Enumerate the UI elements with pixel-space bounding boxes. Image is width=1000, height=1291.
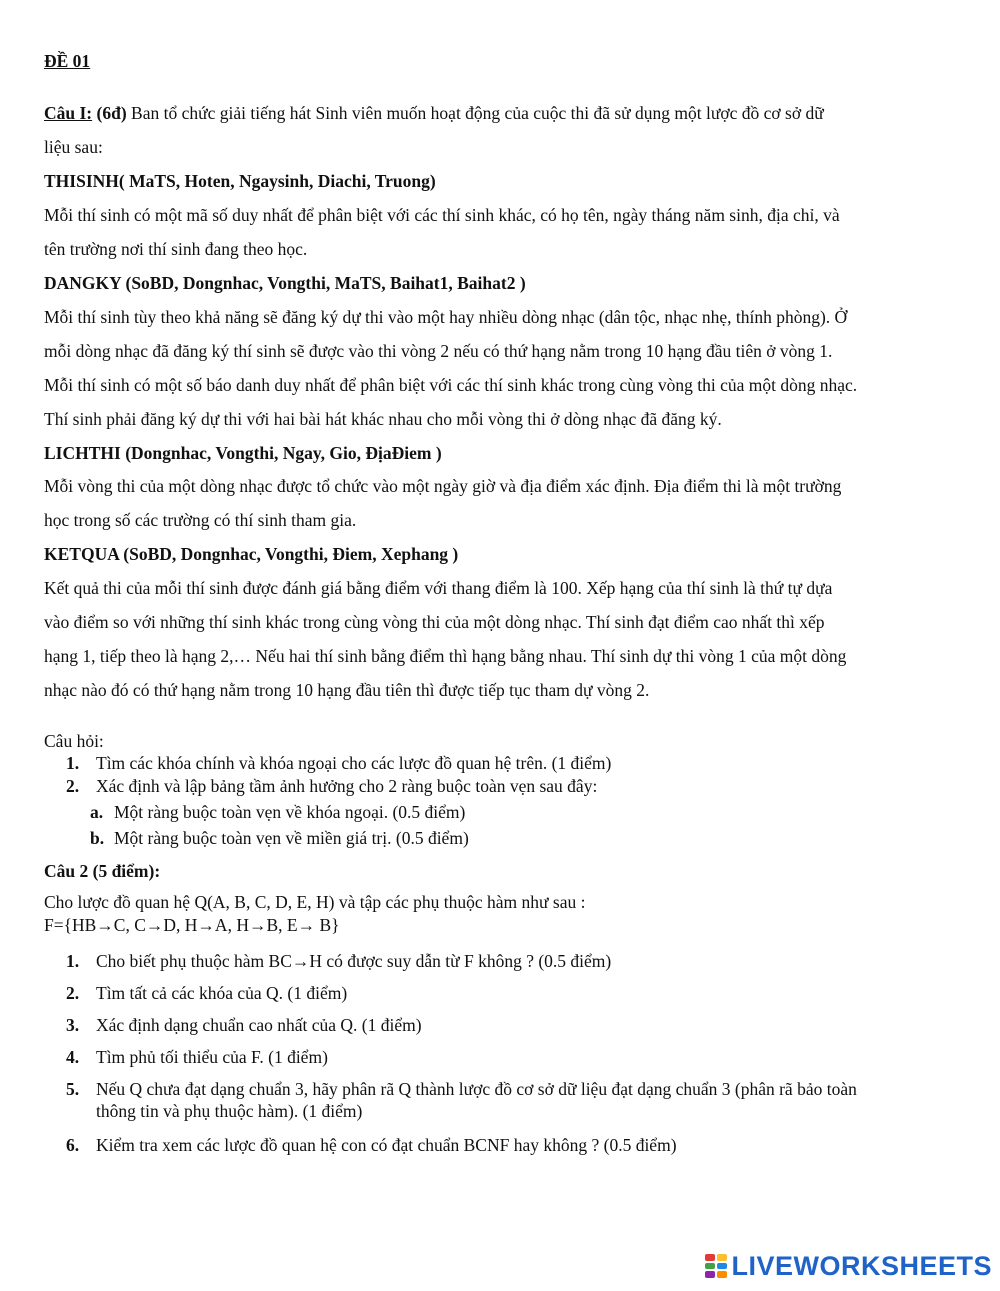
schema-dangky-desc-3: Mỗi thí sinh có một số báo danh duy nhất để phân biệt với các thí sinh khác trong cùng vòng thi của một dòng nhạc. (44, 375, 858, 395)
q1-points: (6đ) (96, 103, 127, 123)
q1-subquestion-text: Một ràng buộc toàn vẹn về khóa ngoại. (0.5 điểm) (114, 802, 466, 822)
schema-ketqua: KETQUA (SoBD, Dongnhac, Vongthi, Điem, Xephang ) (44, 544, 459, 564)
q2-question-number: 6. (66, 1135, 80, 1155)
questions-label: Câu hỏi: (44, 731, 104, 751)
q1-question-number: 2. (66, 776, 80, 796)
q1-intro-text: Ban tổ chức giải tiếng hát Sinh viên muốn hoạt động của cuộc thi đã sử dụng một lược đồ cơ sở dữ (131, 103, 824, 123)
liveworksheets-logo-icon (705, 1254, 727, 1278)
q1-question-text: Tìm các khóa chính và khóa ngoại cho các lược đồ quan hệ trên. (1 điểm) (96, 753, 612, 773)
schema-thisinh-desc-1: Mỗi thí sinh có một mã số duy nhất để phân biệt với các thí sinh khác, có họ tên, ngày tháng năm sinh, địa chỉ, và (44, 205, 840, 225)
schema-lichthi-desc-1: Mỗi vòng thi của một dòng nhạc được tổ chức vào một ngày giờ và địa điểm xác định. Địa điểm thi là một trường (44, 476, 842, 496)
q2-label: Câu 2 (5 điểm): (44, 861, 161, 881)
exam-title: ĐỀ 01 (44, 51, 91, 71)
liveworksheets-watermark[interactable] (705, 1251, 992, 1281)
q2-intro: Cho lược đồ quan hệ Q(A, B, C, D, E, H) và tập các phụ thuộc hàm như sau : (44, 892, 586, 912)
q2-question-number: 2. (66, 983, 80, 1003)
q1-label: Câu I: (44, 103, 93, 123)
q2-question-number: 4. (66, 1047, 80, 1067)
schema-ketqua-desc-4: nhạc nào đó có thứ hạng nằm trong 10 hạng đầu tiên thì được tiếp tục tham dự vòng 2. (44, 680, 650, 700)
q2-question-text: Tìm tất cả các khóa của Q. (1 điểm) (96, 983, 348, 1003)
schema-dangky-desc-2: mỗi dòng nhạc đã đăng ký thí sinh sẽ được vào thi vòng 2 nếu có thứ hạng nằm trong 10 hạng đầu tiên ở vòng 1. (44, 341, 833, 361)
q2-fd-set: F={HB→C, C→D, H→A, H→B, E→ B} (44, 915, 340, 935)
q2-question-text: Tìm phủ tối thiểu của F. (1 điểm) (96, 1047, 328, 1067)
q2-question-text: Kiểm tra xem các lược đồ quan hệ con có đạt chuẩn BCNF hay không ? (0.5 điểm) (96, 1135, 677, 1155)
q1-subquestion-letter: b. (90, 828, 105, 848)
q2-question-number: 3. (66, 1015, 80, 1035)
schema-thisinh: THISINH( MaTS, Hoten, Ngaysinh, Diachi, Truong) (44, 171, 436, 191)
schema-dangky: DANGKY (SoBD, Dongnhac, Vongthi, MaTS, Baihat1, Baihat2 ) (44, 273, 526, 293)
schema-thisinh-desc-2: tên trường nơi thí sinh đang theo học. (44, 239, 308, 259)
q1-intro-line-1 (44, 96, 959, 130)
q1-subquestion-text: Một ràng buộc toàn vẹn về miền giá trị. (0.5 điểm) (114, 828, 469, 848)
schema-dangky-desc-1: Mỗi thí sinh tùy theo khả năng sẽ đăng ký dự thi vào một hay nhiều dòng nhạc (dân tộc, nhạc nhẹ, thính phòng). Ở (44, 307, 848, 327)
liveworksheets-logo-text: LIVEWORKSHEETS (731, 1250, 992, 1281)
q2-question-text: Cho biết phụ thuộc hàm BC→H có được suy dẫn từ F không ? (0.5 điểm) (96, 951, 612, 971)
schema-lichthi: LICHTHI (Dongnhac, Vongthi, Ngay, Gio, ĐịaĐiem ) (44, 443, 442, 463)
q2-question-text-continued: thông tin và phụ thuộc hàm). (1 điểm) (96, 1101, 363, 1121)
schema-dangky-desc-4: Thí sinh phải đăng ký dự thi với hai bài hát khác nhau cho mỗi vòng thi ở dòng nhạc đã đăng ký. (44, 409, 722, 429)
q1-subquestion-letter: a. (90, 802, 104, 822)
q2-question-number: 1. (66, 951, 80, 971)
q2-question-number: 5. (66, 1079, 80, 1099)
schema-ketqua-desc-2: vào điểm so với những thí sinh khác trong cùng vòng thi của một dòng nhạc. Thí sinh đạt điểm cao nhất thì xếp (44, 612, 825, 632)
schema-ketqua-desc-1: Kết quả thi của mỗi thí sinh được đánh giá bằng điểm với thang điểm là 100. Xếp hạng của thí sinh là thứ tự dựa (44, 578, 833, 598)
schema-lichthi-desc-2: học trong số các trường có thí sinh tham gia. (44, 510, 357, 530)
schema-ketqua-desc-3: hạng 1, tiếp theo là hạng 2,… Nếu hai thí sinh bằng điểm thì hạng bằng nhau. Thí sinh dự thi vòng 1 của một dòng (44, 646, 847, 666)
q1-question-text: Xác định và lập bảng tầm ảnh hưởng cho 2 ràng buộc toàn vẹn sau đây: (96, 776, 598, 796)
q1-question-number: 1. (66, 753, 80, 773)
q2-question-text: Xác định dạng chuẩn cao nhất của Q. (1 điểm) (96, 1015, 422, 1035)
q2-question-text: Nếu Q chưa đạt dạng chuẩn 3, hãy phân rã Q thành lược đồ cơ sở dữ liệu đạt dạng chuẩn 3 (phân rã bảo toàn (96, 1079, 857, 1099)
q1-intro-line-2: liệu sau: (44, 137, 103, 157)
